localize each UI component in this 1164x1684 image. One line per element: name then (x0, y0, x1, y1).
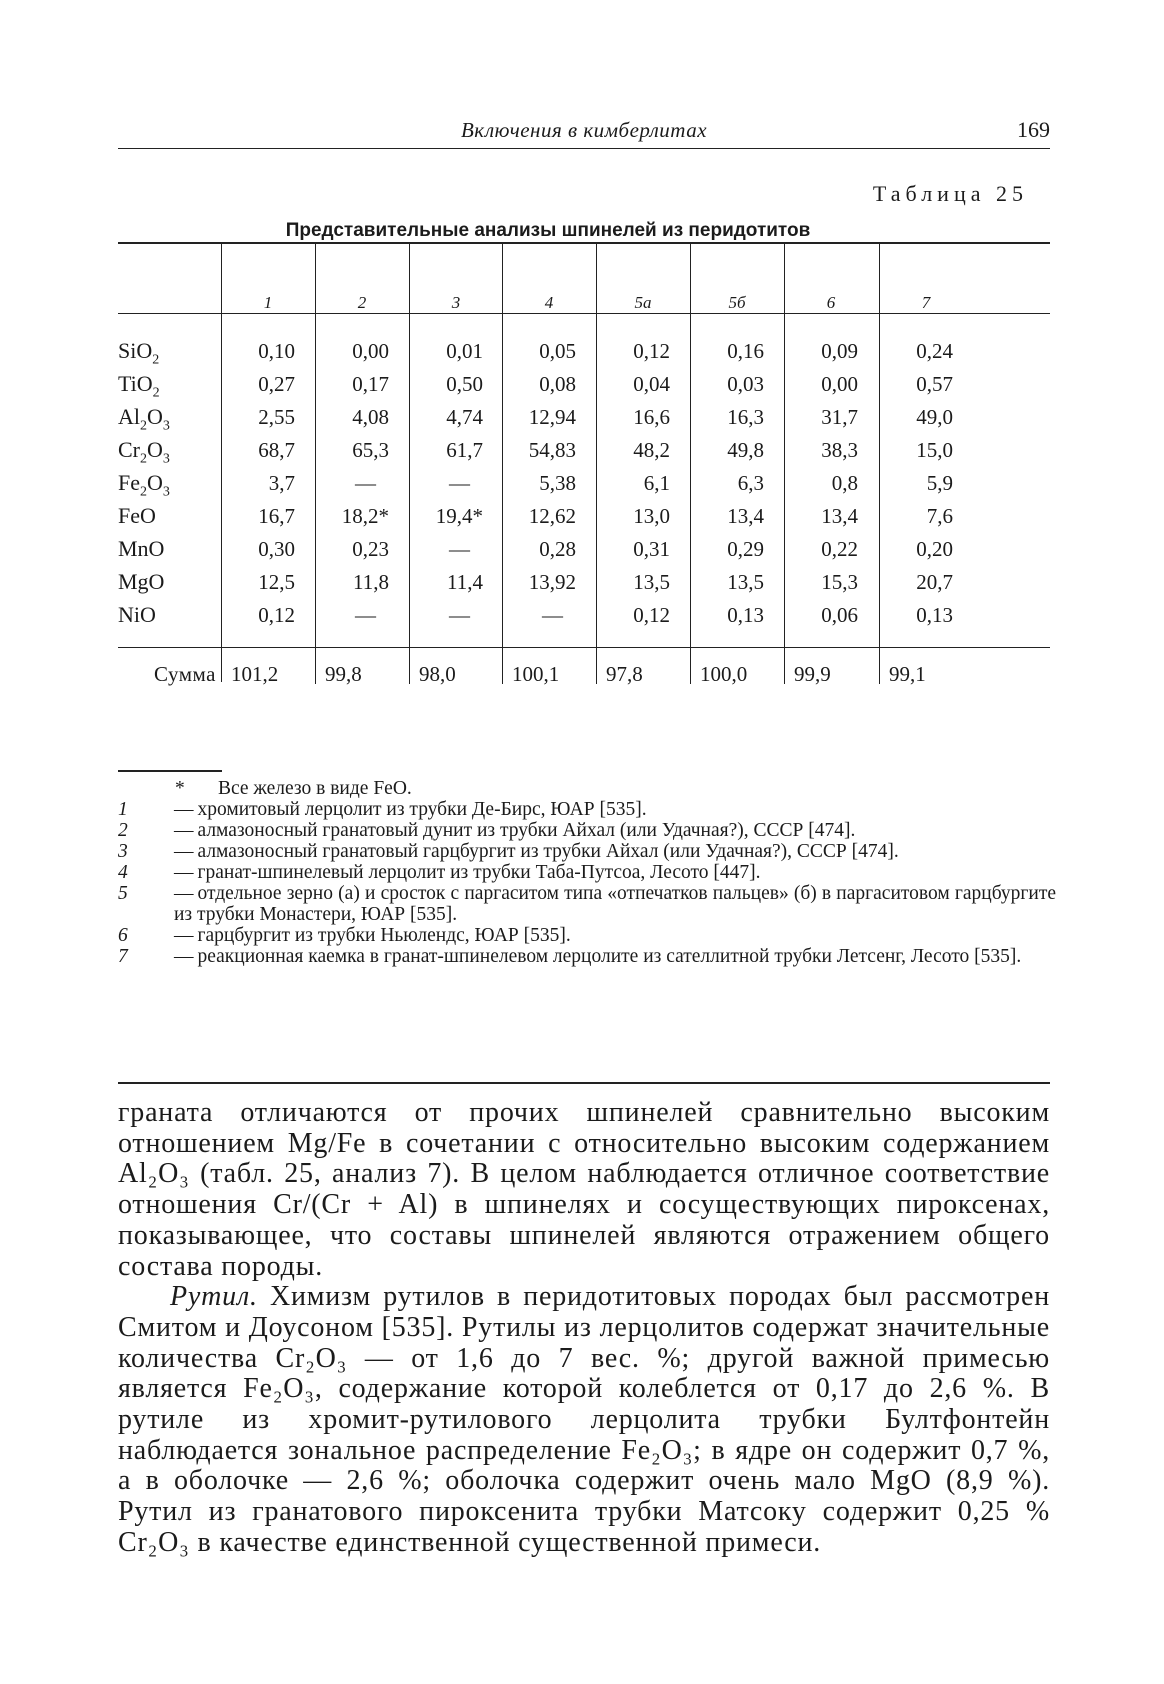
table-cell: 6,1 (643, 471, 670, 495)
table-cell: 7,6 (926, 504, 953, 528)
footnote-7: 7 — реакционная каемка в гранат-шпинелевом лерцолите из сателлитной трубки Летсенг, Лесото [535]. (118, 946, 1022, 967)
table-cell: 2,55 (258, 405, 295, 429)
table-cell: 0,08 (539, 372, 576, 396)
footnote-2: 2 — алмазоносный гранатовый дунит из трубки Айхал (или Удачная?), СССР [474]. (118, 820, 856, 841)
footnote-6: 6 — гарцбургит из трубки Ньюлендс, ЮАР [535]. (118, 925, 571, 946)
table-cell: 0,31 (633, 537, 670, 561)
table-cell: 0,29 (727, 537, 764, 561)
table-cell: 13,4 (821, 504, 858, 528)
row-label-fe2o3: $Fe_2O_3$ (118, 470, 170, 500)
table-cell: — (449, 471, 470, 495)
sum-cell: 101,2 (231, 662, 279, 686)
table-cell: 0,04 (633, 372, 670, 396)
table-cell: 5,9 (926, 471, 953, 495)
column-divider (502, 244, 503, 684)
table-cell: 0,10 (258, 339, 295, 363)
table-rule-3 (118, 647, 1050, 648)
footnote-star: * Все железо в виде FeO. (175, 778, 412, 799)
table-cell: 16,6 (633, 405, 670, 429)
paragraph-2 (118, 1282, 1050, 1558)
table-cell: 0,22 (821, 537, 858, 561)
column-divider (690, 244, 691, 684)
table-cell: 0,13 (916, 603, 953, 627)
table-cell: 65,3 (352, 438, 389, 462)
table-cell: 18,2* (341, 504, 389, 528)
table-cell: 49,0 (916, 405, 953, 429)
table-cell: 3,7 (268, 471, 295, 495)
page-number: 169 (1017, 117, 1050, 142)
table-cell: 13,5 (633, 570, 670, 594)
paragraph-2-text: Химизм рутилов в перидотитовых породах был рассмотрен Смитом и Доусоном [535]. Рутилы из лерцолитов содержат значительные количества Cr₂O₃ — от 1,6 до 7 вес. %; другой важной примесью является Fe₂O₃, содержание которой колеблется от 0,17 до 2,6 %. В рутиле из хромит-рутилового лерцолита трубки Бултфонтейн наблюдается зональное распределение Fe₂O₃; в ядре он содержит 0,7 %, а в оболочке — 2,6 %; оболочка содержит очень мало MgO (8,9 %). Рутил из гранатового пироксенита трубки Матсоку содержит 0,25 % Cr₂O₃ в качестве единственной существенной примеси. (118, 1281, 1050, 1558)
table-cell: 0,00 (821, 372, 858, 396)
table-cell: 31,7 (821, 405, 858, 429)
table-cell: 0,57 (916, 372, 953, 396)
table-cell: 49,8 (727, 438, 764, 462)
sum-cell: 100,0 (700, 662, 748, 686)
table-cell: 0,27 (258, 372, 295, 396)
table-cell: 68,7 (258, 438, 295, 462)
column-divider (221, 242, 222, 682)
column-header-6: 5б (728, 293, 746, 312)
column-header-4: 4 (544, 293, 554, 312)
table-cell: — (542, 603, 563, 627)
table-cell: 11,4 (447, 570, 483, 594)
table-cell: 0,23 (352, 537, 389, 561)
table-footnotes (118, 778, 1056, 967)
column-divider (596, 244, 597, 684)
row-label-al2o3: $Al_2O_3$ (118, 404, 170, 434)
table-cell: 0,30 (258, 537, 295, 561)
paragraph-2-lead: Рутил. (170, 1281, 258, 1313)
table-rule-2 (118, 313, 1050, 314)
table-cell: — (449, 537, 470, 561)
table-title: Представительные анализы шпинелей из перидотитов (285, 220, 811, 241)
sum-cell: 99,9 (794, 662, 831, 686)
table-cell: 19,4* (435, 504, 483, 528)
table-cell: — (449, 603, 470, 627)
row-label-sio2: SiO$_2$ (118, 338, 160, 368)
body-text (118, 1098, 1050, 1559)
table-cell: 12,62 (528, 504, 576, 528)
row-label-feo: FeO (118, 503, 156, 528)
table-cell: 0,03 (727, 372, 764, 396)
table-cell: 0,28 (539, 537, 576, 561)
table-cell: 0,50 (446, 372, 483, 396)
running-header (118, 112, 1050, 149)
sum-cell: 100,1 (512, 662, 560, 686)
table-cell: 0,09 (821, 339, 858, 363)
column-header-5: 5а (634, 293, 652, 312)
footnotes-bottom-rule (118, 1082, 1050, 1084)
table-cell: 0,13 (727, 603, 764, 627)
table-cell: 0,8 (831, 471, 858, 495)
table-cell: 4,74 (446, 405, 483, 429)
column-header-7: 6 (826, 293, 836, 312)
table-number: Таблица 25 (872, 181, 1028, 206)
footnote-divider (118, 770, 222, 772)
table-cell: 13,5 (727, 570, 764, 594)
column-divider (315, 244, 316, 684)
table-cell: 13,92 (528, 570, 576, 594)
table-cell: 4,08 (352, 405, 389, 429)
table-cell: 0,12 (633, 603, 670, 627)
table-cell: — (355, 471, 376, 495)
table-cell: 12,94 (528, 405, 576, 429)
spinel-analyses-table (118, 262, 1050, 764)
column-header-3: 3 (451, 293, 461, 312)
table-cell: 0,20 (916, 537, 953, 561)
sum-cell: 98,0 (419, 662, 456, 686)
table-cell: 15,0 (916, 438, 953, 462)
table-cell: 0,00 (352, 339, 389, 363)
table-cell: 0,17 (352, 372, 389, 396)
table-cell: 15,3 (821, 570, 858, 594)
column-header-1: 1 (263, 293, 273, 312)
footnote-3: 3 — алмазоносный гранатовый гарцбургит из трубки Айхал (или Удачная?), СССР [474]. (118, 841, 899, 862)
table-cell: 0,01 (446, 339, 483, 363)
table-cell: — (355, 603, 376, 627)
table-cell: 54,83 (528, 438, 576, 462)
footnote-1: 1 — хромитовый лерцолит из трубки Де-Бирс, ЮАР [535]. (118, 799, 647, 820)
table-cell: 16,7 (258, 504, 295, 528)
footnote-4: 4 — гранат-шпинелевый лерцолит из трубки Таба-Путсоа, Лесото [447]. (118, 862, 761, 883)
row-label-mgo: MgO (118, 569, 165, 594)
table-cell: 5,38 (539, 471, 576, 495)
running-title: Включения в кимберлитах (460, 118, 708, 142)
sum-label: Сумма (154, 662, 216, 686)
column-header-8: 7 (921, 293, 931, 312)
table-cell: 6,3 (737, 471, 764, 495)
table-cell: 12,5 (258, 570, 295, 594)
table-cell: 0,12 (258, 603, 295, 627)
sum-cell: 99,1 (889, 662, 926, 686)
table-rule-1 (118, 242, 1050, 244)
table-cell: 38,3 (821, 438, 858, 462)
sum-cell: 97,8 (606, 662, 643, 686)
sum-cell: 99,8 (325, 662, 362, 686)
table-cell: 20,7 (916, 570, 953, 594)
table-cell: 0,12 (633, 339, 670, 363)
table-cell: 0,06 (821, 603, 858, 627)
table-cell: 11,8 (353, 570, 389, 594)
row-label-mno: MnO (118, 536, 165, 561)
row-label-cr2o3: $Cr_2O_3$ (118, 437, 170, 467)
footnote-5: 5 — отдельное зерно (а) и сросток с паргаситом типа «отпечатков пальцев» (б) в паргаситовом гарцбургите из трубки Монастери, ЮАР [535]. (118, 883, 1056, 925)
column-divider (879, 244, 880, 684)
column-divider (409, 244, 410, 684)
paragraph-1: граната отличаются от прочих шпинелей сравнительно высоким отношением Mg/Fe в сочетании с относительно высоким содержанием Al₂O₃ (табл. 25, анализ 7). В целом наблюдается отличное соответствие отношения Cr/(Cr + Al) в шпинелях и сосуществующих пироксенах, показывающее, что составы шпинелей являются отражением общего состава породы. (118, 1097, 1050, 1282)
row-label-tio2: TiO$_2$ (118, 371, 160, 401)
table-cell: 61,7 (446, 438, 483, 462)
table-cell: 16,3 (727, 405, 764, 429)
table-cell: 0,05 (539, 339, 576, 363)
table-cell: 0,24 (916, 339, 953, 363)
table-cell: 13,0 (633, 504, 670, 528)
column-header-2: 2 (357, 293, 367, 312)
table-cell: 13,4 (727, 504, 764, 528)
column-divider (784, 244, 785, 684)
table-cell: 0,16 (727, 339, 764, 363)
row-label-nio: NiO (118, 602, 156, 627)
table-cell: 48,2 (633, 438, 670, 462)
